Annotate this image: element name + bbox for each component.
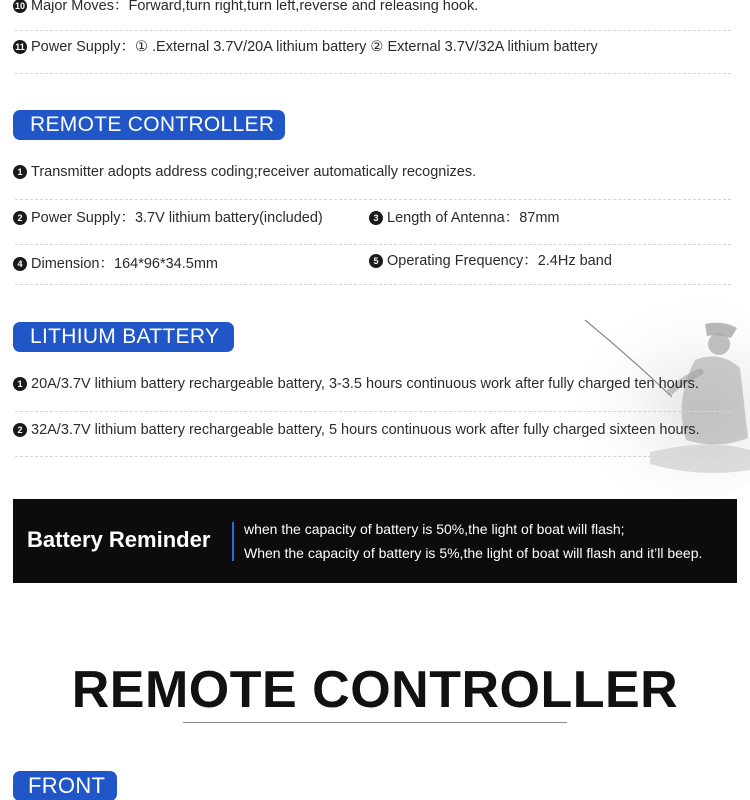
item-text: 20A/3.7V lithium battery rechargeable battery, 3-3.5 hours continuous work after fully charged ten hours.: [31, 376, 699, 392]
item-text: Transmitter adopts address coding;receiver automatically recognizes.: [31, 164, 477, 180]
lithium-battery-heading: LITHIUM BATTERY: [13, 322, 234, 352]
remote-controller-heading: REMOTE CONTROLLER: [13, 110, 285, 140]
battery-item-2: [13, 421, 700, 439]
spec-major-moves: [13, 0, 478, 15]
section-title: REMOTE CONTROLLER: [71, 661, 679, 719]
spec-power-supply: [13, 38, 598, 56]
reminder-accent-bar: [232, 522, 234, 561]
item-text: 32A/3.7V lithium battery rechargeable battery, 5 hours continuous work after fully charged sixteen hours.: [31, 422, 700, 438]
number-badge: 11: [13, 40, 27, 54]
number-badge: 2: [13, 211, 27, 225]
item-text: Dimension：164*96*34.5mm: [31, 256, 218, 272]
number-badge: 1: [13, 377, 27, 391]
item-text: Power Supply：3.7V lithium battery(included): [31, 210, 323, 226]
divider: [15, 244, 731, 245]
remote-item-2: [13, 209, 323, 227]
remote-item-1: [13, 163, 476, 181]
battery-item-1: [13, 375, 699, 393]
divider: [15, 30, 731, 31]
front-heading: FRONT: [13, 771, 117, 800]
number-badge: 5: [369, 254, 383, 268]
divider: [15, 456, 731, 457]
item-text: Operating Frequency：2.4Hz band: [387, 253, 612, 269]
reminder-line-2: When the capacity of battery is 5%,the light of boat will flash and it’ll beep.: [244, 545, 703, 561]
divider: [15, 411, 731, 412]
divider: [15, 199, 731, 200]
number-badge: 3: [369, 211, 383, 225]
remote-item-4: [13, 255, 218, 273]
item-text: Length of Antenna：87mm: [387, 210, 560, 226]
number-badge: 10: [14, 1, 25, 11]
spec-text: Power Supply：① .External 3.7V/20A lithium battery ② External 3.7V/32A lithium battery: [31, 39, 598, 55]
number-badge: 1: [13, 165, 27, 179]
battery-reminder-banner: [13, 499, 737, 583]
remote-item-3: [369, 209, 560, 227]
number-badge: 4: [13, 257, 27, 271]
spec-text: Major Moves：Forward,turn right,turn left,reverse and releasing hook.: [31, 0, 479, 14]
battery-reminder-title: Battery Reminder: [27, 527, 211, 552]
title-underline: [183, 722, 567, 723]
reminder-line-1: when the capacity of battery is 50%,the light of boat will flash;: [244, 521, 625, 537]
divider: [15, 73, 731, 74]
number-badge: 2: [13, 423, 27, 437]
